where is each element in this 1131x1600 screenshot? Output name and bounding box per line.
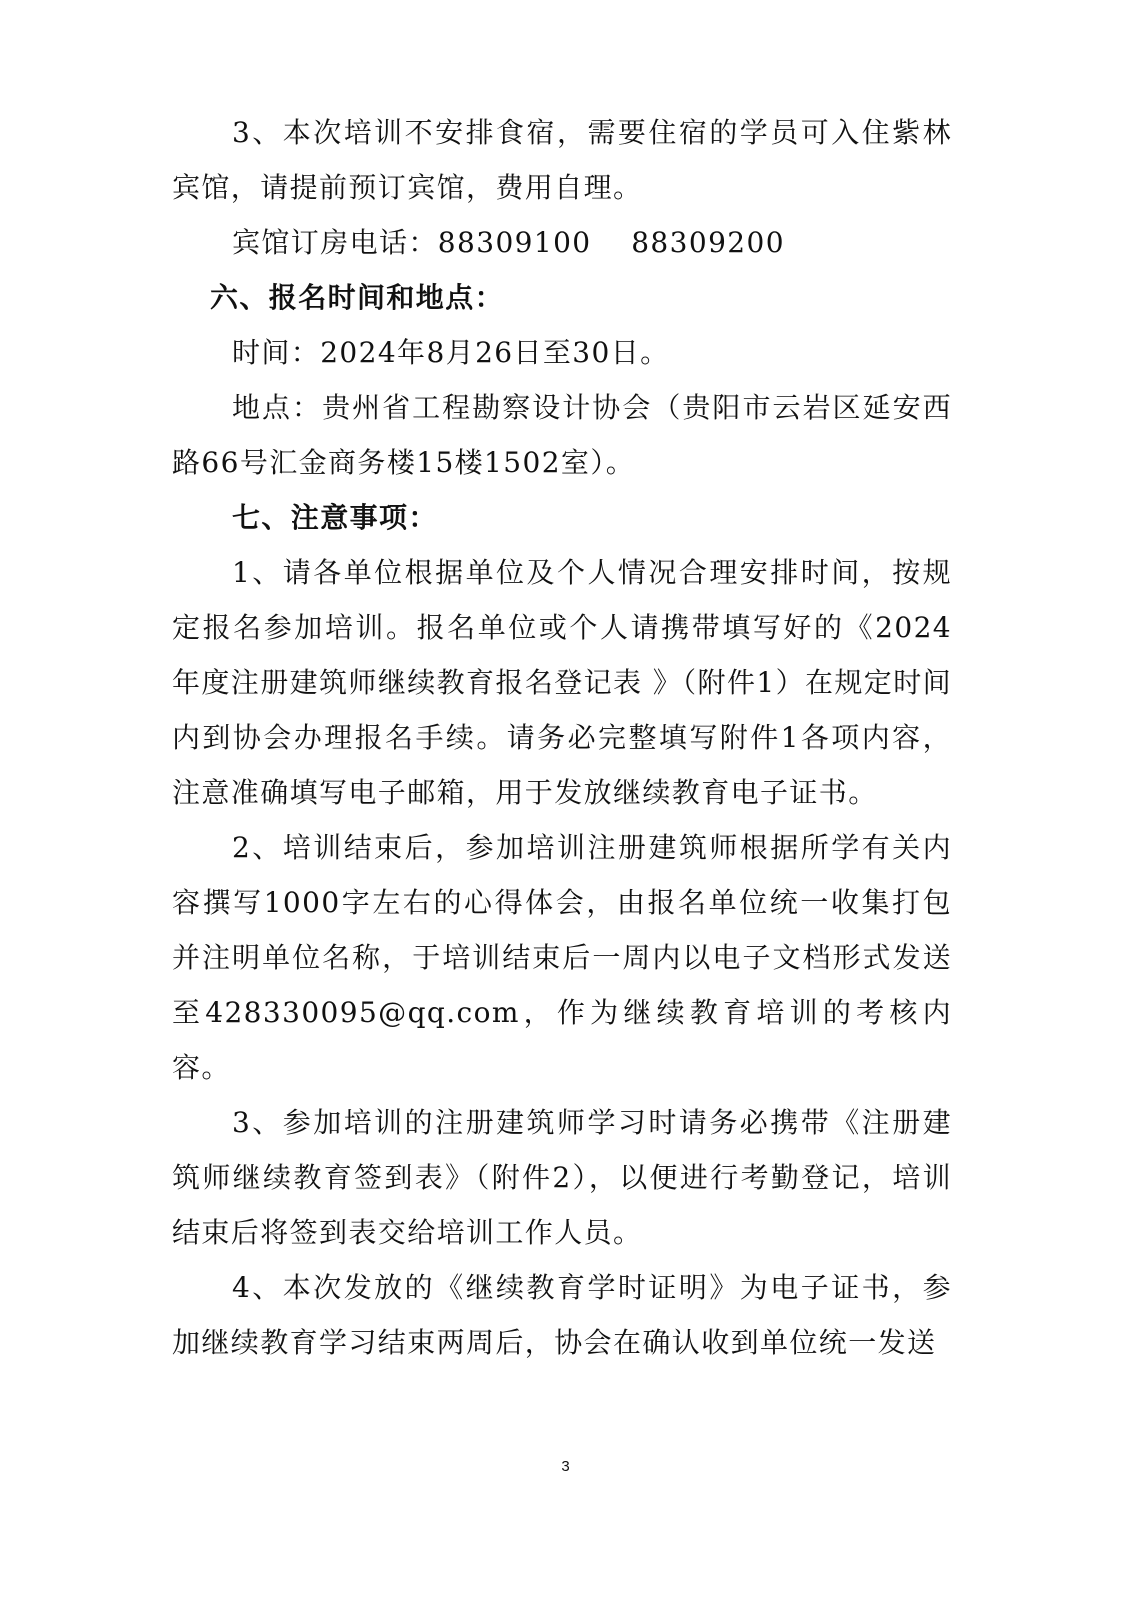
- paragraph-notice-3: 3、参加培训的注册建筑师学习时请务必携带《注册建筑师继续教育签到表》（附件2），以便进行考勤登记，培训结束后将签到表交给培训工作人员。: [172, 1106, 952, 1249]
- section-heading-registration: 六、报名时间和地点：: [210, 281, 505, 314]
- section-heading-notes: 七、注意事项：: [232, 501, 438, 534]
- document-body: [172, 105, 952, 1370]
- paragraph-notice-4: 4、本次发放的《继续教育学时证明》为电子证书，参加继续教育学习结束两周后，协会在确认收到单位统一发送: [172, 1271, 952, 1359]
- paragraph-accommodation: 3、本次培训不安排食宿，需要住宿的学员可入住紫林宾馆，请提前预订宾馆，费用自理。: [172, 116, 952, 204]
- paragraph-notice-2: 2、培训结束后，参加培训注册建筑师根据所学有关内容撰写1000字左右的心得体会，由报名单位统一收集打包并注明单位名称，于培训结束后一周内以电子文档形式发送至428330095@qq.com，作为继续教育培训的考核内容。: [172, 831, 952, 1084]
- page-number: 3: [561, 1458, 570, 1475]
- paragraph-notice-1: 1、请各单位根据单位及个人情况合理安排时间，按规定报名参加培训。报名单位或个人请携带填写好的《2024年度注册建筑师继续教育报名登记表 》（附件1）在规定时间内到协会办理报名手续。请务必完整填写附件1各项内容，注意准确填写电子邮箱，用于发放继续教育电子证书。: [172, 556, 952, 809]
- paragraph-registration-time: 时间：2024年8月26日至30日。: [232, 336, 670, 369]
- paragraph-hotel-phone: 宾馆订房电话：88309100 88309200: [232, 226, 785, 259]
- paragraph-registration-location: 地点：贵州省工程勘察设计协会（贵阳市云岩区延安西路66号汇金商务楼15楼1502室）。: [172, 391, 952, 479]
